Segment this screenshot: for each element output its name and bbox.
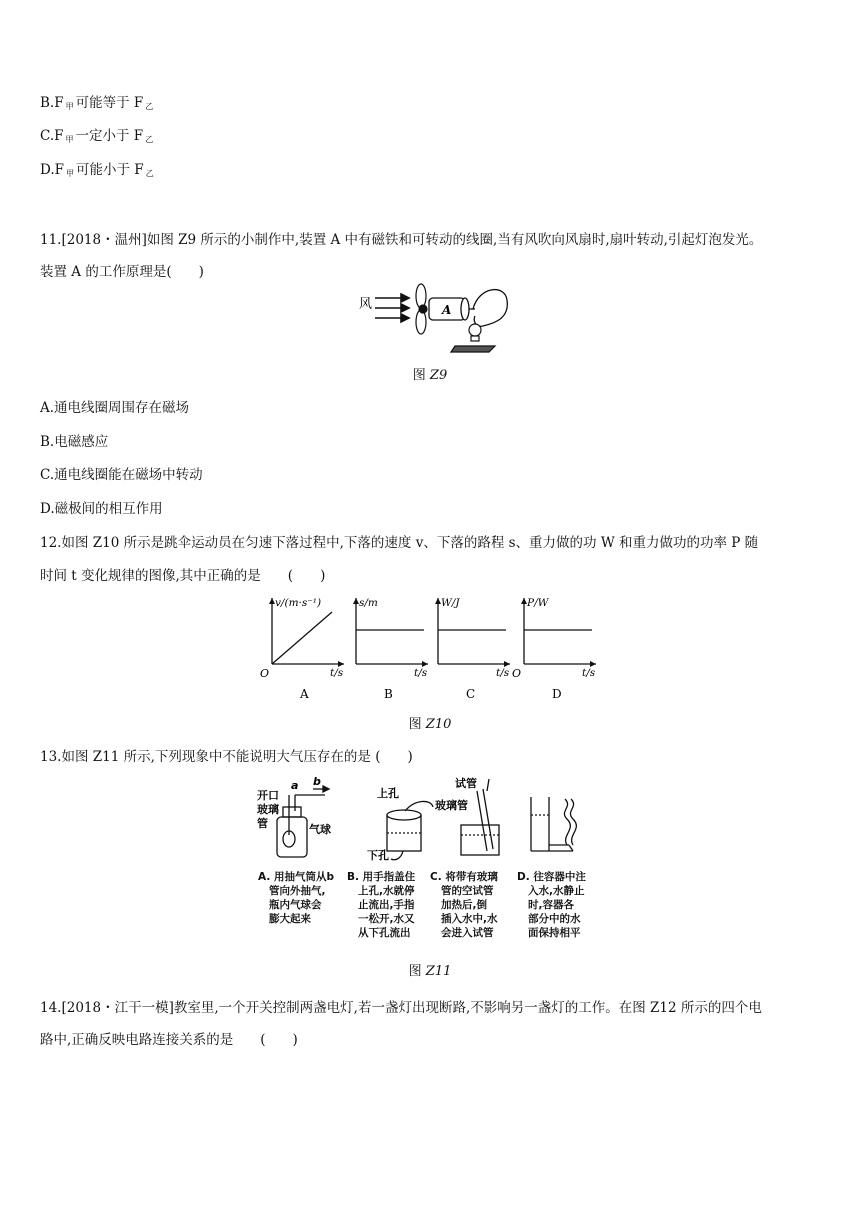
graph-A-ylabel: v/(m·s⁻¹) (275, 597, 322, 609)
figure-z11-caption: 图 Z11 (408, 964, 452, 979)
q10-option-d: D.F $_甲$ 可能小于 F $_乙$ (40, 162, 154, 178)
figure-z9-fan-generator (355, 280, 515, 358)
illustration-d-description: D. 往容器中注 入水,水静止 时,容器各 部分中的水 面保持相平 (517, 871, 586, 939)
q10-option-c: C.F $_甲$ 一定小于 F $_乙$ (40, 128, 154, 144)
q11-option-d: D.磁极间的相互作用 (40, 501, 163, 517)
label-kaikou: 开口 (257, 789, 279, 802)
graph-D-origin: O (512, 667, 522, 680)
label-qiqiu: 气球 (309, 823, 331, 836)
wind-arrows-icon (375, 294, 409, 322)
q11-stem-line2: 装置 A 的工作原理是( ) (40, 264, 204, 280)
graph-C-ylabel: W/J (441, 597, 460, 609)
graph-D-ylabel: P/W (527, 597, 549, 609)
fan-blade-icon (416, 284, 427, 334)
q12-stem-line1: 12.如图 Z10 所示是跳伞运动员在匀速下落过程中,下落的速度 v、下落的路程 s、重力做的功 W 和重力做功的功率 P 随 (40, 535, 759, 551)
figure-z10-caption: 图 Z10 (408, 717, 452, 732)
figure-z11-illustrations (255, 775, 615, 865)
graph-D-letter: D (552, 687, 562, 701)
figure-z9-caption: 图 Z9 (412, 368, 448, 383)
label-a: a (291, 779, 299, 792)
label-b: b (313, 775, 321, 788)
label-boliguan: 玻璃管 (435, 799, 468, 812)
bulb-base (451, 346, 495, 352)
q14-stem-line1: 14.[2018・江干一模]教室里,一个开关控制两盏电灯,若一盏灯出现断路,不影响另一盏灯的工作。在图 Z12 所示的四个电 (40, 1000, 762, 1016)
wind-label: 风 (359, 297, 373, 312)
illustration-a-description: A. 用抽气筒从b 管向外抽气, 瓶内气球会 膨大起来 (258, 871, 334, 925)
figure-z10-graphs (262, 592, 607, 700)
wire-loop (473, 290, 507, 327)
device-a-cylinder (429, 298, 475, 320)
graph-C-letter: C (466, 687, 476, 701)
label-xiakong: 下孔 (367, 849, 389, 862)
label-boli-a: 玻璃 (257, 803, 279, 816)
graph-B-xlabel: t/s (414, 667, 428, 679)
illustration-b-description: B. 用手指盖住 上孔,水就停 止流出,手指 一松开,水又 从下孔流出 (347, 871, 416, 939)
q11-option-c: C.通电线圈能在磁场中转动 (40, 467, 203, 483)
graph-B-ylabel: s/m (359, 597, 378, 609)
graph-A-xlabel: t/s (330, 667, 344, 679)
graph-D-xlabel: t/s (582, 667, 596, 679)
illustration-c-description: C. 将带有玻璃 管的空试管 加热后,倒 插入水中,水 会进入试管 (430, 871, 498, 939)
graph-A-letter: A (300, 687, 309, 701)
q11-option-a: A.通电线圈周围存在磁场 (40, 400, 190, 416)
label-shiguan: 试管 (455, 777, 477, 790)
graph-A-origin: O (260, 667, 270, 680)
graph-C-xlabel: t/s (496, 667, 510, 679)
q13-stem: 13.如图 Z11 所示,下列现象中不能说明大气压存在的是 ( ) (40, 749, 413, 765)
illustration-d-vessel (531, 797, 576, 851)
illustration-c-beaker (461, 779, 499, 855)
graph-B-letter: B (384, 687, 393, 701)
q10-option-b: B.F $_甲$ 可能等于 F $_乙$ (40, 95, 154, 111)
q11-option-b: B.电磁感应 (40, 434, 109, 450)
bulb-icon (469, 324, 481, 341)
q11-stem-line1: 11.[2018・温州]如图 Z9 所示的小制作中,装置 A 中有磁铁和可转动的线圈,当有风吹向风扇时,扇叶转动,引起灯泡发光。 (40, 232, 763, 248)
graph-A-line (272, 612, 332, 664)
label-guan-a: 管 (257, 817, 268, 830)
q12-stem-line2: 时间 t 变化规律的图像,其中正确的是 ( ) (40, 568, 326, 584)
q14-stem-line2: 路中,正确反映电路连接关系的是 ( ) (40, 1032, 298, 1048)
device-a-label: A (442, 303, 452, 317)
illustration-b-can (387, 801, 433, 859)
label-shangkong: 上孔 (377, 787, 399, 800)
